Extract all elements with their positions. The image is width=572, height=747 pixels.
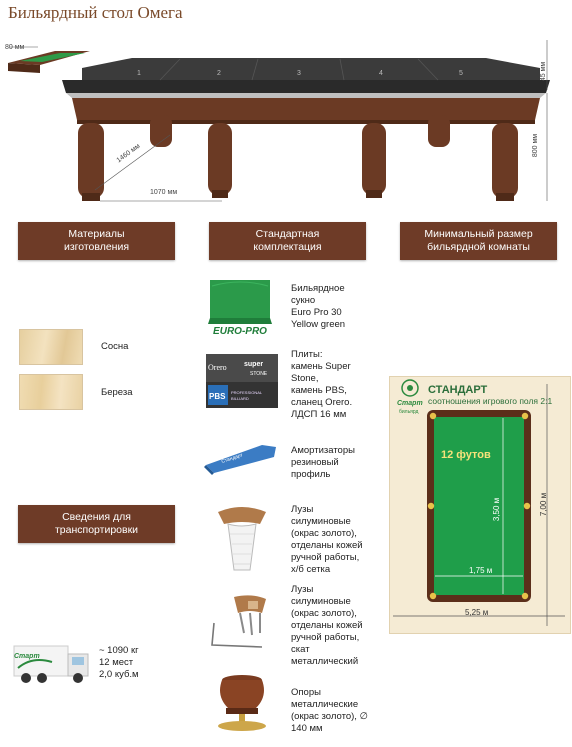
- cloth-icon: [202, 276, 280, 338]
- dim-length: 1070 мм: [150, 189, 178, 196]
- standard-title: СТАНДАРТ: [428, 384, 488, 396]
- pine-wood-swatch: [19, 329, 83, 365]
- svg-text:BILLIARD: BILLIARD: [231, 396, 249, 401]
- ratio-note: соотношения игрового поля 2:1: [428, 396, 553, 406]
- header-materials: Материалы изготовления: [18, 222, 175, 260]
- svg-text:Стандарт: Стандарт: [220, 452, 244, 465]
- slate-number: 2: [217, 70, 221, 77]
- start-logo-icon: [402, 380, 418, 396]
- room-length-label: 7,00 м: [539, 492, 549, 517]
- material-name: Береза: [101, 387, 133, 398]
- brand-sub-text: бильярд: [399, 409, 419, 415]
- dim-rail-width: 80 мм: [5, 44, 25, 51]
- standard-item-text: Опоры металлические (окрас золото), ∅ 140 мм: [291, 687, 368, 734]
- standard-item-text: Плиты: камень Super Stone, камень PBS, сланец Orero. ЛДСП 16 мм: [291, 349, 353, 420]
- euro-pro-logo: EURO-PRO: [213, 326, 267, 337]
- birch-wood-swatch: [19, 374, 83, 410]
- material-name: Сосна: [101, 341, 129, 352]
- standard-item-text: Амортизаторы резиновый профиль: [291, 445, 355, 480]
- svg-text:PBS: PBS: [209, 392, 226, 401]
- leg-support-icon: [212, 672, 272, 734]
- standard-item-text: Лузы силуминовые (окрас золото), отделаны кожей ручной работы, х/б сетка: [291, 504, 363, 575]
- room-width-label: 5,25 м: [465, 608, 489, 617]
- net-pocket-icon: [214, 504, 270, 576]
- standard-item-text: Лузы силуминовые (окрас золото), отделаны кожей ручной работы, скат металлический: [291, 584, 363, 667]
- header-room: Минимальный размер бильярдной комнаты: [400, 222, 557, 260]
- svg-text:Orero: Orero: [208, 363, 227, 372]
- brand-logo-text: Старт: [397, 400, 423, 407]
- metal-pocket-icon: [204, 593, 274, 653]
- slate-number: 4: [379, 70, 383, 77]
- cushion-profile-icon: [202, 437, 280, 477]
- truck-brand-text: Старт: [14, 653, 40, 660]
- dim-height: 800 мм: [532, 133, 540, 158]
- header-transport: Сведения для транспортировки: [18, 505, 175, 543]
- billiard-table-illustration: [0, 35, 572, 210]
- slate-number: 5: [459, 70, 463, 77]
- svg-text:PROFESSIONAL: PROFESSIONAL: [231, 390, 263, 395]
- svg-text:super: super: [244, 361, 264, 368]
- play-width-label: 1,75 м: [469, 566, 493, 575]
- standard-item-text: Бильярдное сукно Euro Pro 30 Yellow green: [291, 283, 346, 330]
- page-title: Бильярдный стол Омега: [8, 3, 183, 22]
- size-label: 12 футов: [441, 449, 491, 461]
- dim-top-height: 45 мм: [540, 61, 548, 82]
- transport-info: ~ 1090 кг 12 мест 2,0 куб.м: [99, 645, 139, 680]
- dim-depth: 1460 мм: [115, 142, 142, 165]
- truck-icon: [12, 640, 92, 688]
- slate-stone-icon: [204, 352, 280, 410]
- header-standard: Стандартная комплектация: [209, 222, 366, 260]
- slate-number: 3: [297, 70, 301, 77]
- svg-text:STONE: STONE: [250, 371, 268, 377]
- slate-number: 1: [137, 70, 141, 77]
- play-length-label: 3,50 м: [492, 497, 502, 522]
